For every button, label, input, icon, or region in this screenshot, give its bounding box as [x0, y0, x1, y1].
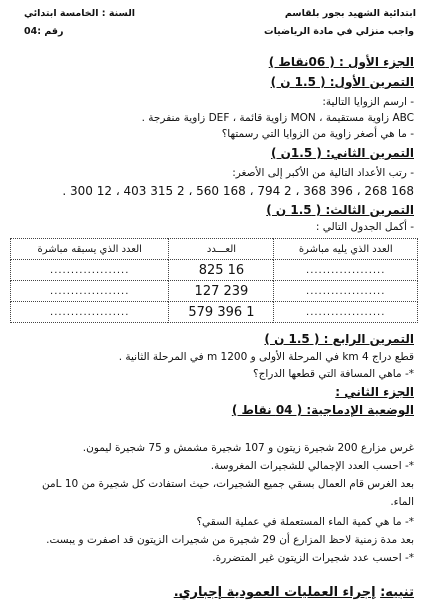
table-header: العـــدد	[169, 239, 274, 260]
table-cell-previous: ...................	[11, 260, 169, 281]
situation-line-4: الماء.	[390, 496, 414, 508]
ex3-line: - أكمل الجدول التالي :	[315, 221, 414, 233]
ex1-line-2: ABC زاوية مستقيمة ، MON زاوية قائمة ، DEF زاوية منفرجة .	[141, 112, 414, 124]
table-row	[11, 302, 418, 323]
table-row	[11, 260, 418, 281]
table-cell-previous: ...................	[11, 302, 169, 323]
table-cell-previous: ...................	[11, 281, 169, 302]
table-cell-number: 1 396 579	[169, 302, 274, 323]
table-header: العدد الذي يسبقه مباشرة	[11, 239, 169, 260]
note-text: إجراء العمليات العمودية إجباري.	[173, 585, 376, 600]
part1-title: الجزء الأول : ( 06نقاط )	[268, 55, 414, 69]
ex4-line-2: *- ماهي المسافة التي قطعها الدراج؟	[253, 368, 414, 380]
school-name: ابتدائية الشهيد بجور بلقاسم	[284, 8, 416, 19]
numbers-table	[10, 238, 418, 323]
table-header: العدد الذي يليه مباشرة	[274, 239, 418, 260]
situation-line-7: *- احسب عدد شجيرات الزيتون غير المتضررة.	[212, 552, 414, 564]
homework-number: رقم :04	[24, 26, 64, 37]
note	[174, 585, 414, 600]
ex4-line-1: قطع دراج 4 km في المرحلة الأولى و 1200 m في المرحلة الثانية .	[118, 351, 414, 363]
ex2-numbers: 168 268 ، 396 368 ، 2 794 ، 168 560 ، 2 315 403 ، 12 300 .	[62, 184, 414, 198]
note-label: تنبيه:	[380, 585, 414, 600]
ex1-line-3: - ما هي أصغر زاوية من الزوايا التي رسمتها؟	[221, 128, 414, 140]
table-cell-next: ...................	[274, 260, 418, 281]
situation-line-5: *- ما هي كمية الماء المستعملة في عملية السقي؟	[196, 516, 414, 528]
situation-line-6: بعد مدة زمنية لاحظ المزارع أن 29 شجيرة من شجيرات الزيتون قد اصفرت و يبست.	[46, 534, 414, 546]
situation-line-1: غرس مزارع 200 شجيرة زيتون و 107 شجيرة مشمش و 75 شجيرة ليمون.	[82, 442, 414, 454]
ex1-title: التمرين الأول: ( 1.5 ن )	[270, 75, 414, 89]
ex2-line-1: - رتب الأعداد التالية من الأكبر إلى الأصغر:	[232, 167, 414, 179]
situation-line-2: *- احسب العدد الإجمالي للشجيرات المغروسة.	[210, 460, 414, 472]
ex1-line-1: - ارسم الزوايا التالية:	[322, 96, 414, 108]
grade-label: السنة : الخامسة ابتدائي	[24, 8, 136, 19]
ex4-title: التمرين الرابع : ( 1.5 ن )	[264, 332, 414, 346]
situation-title: الوضعية الإدماجية: ( 04 نقاط )	[231, 403, 414, 417]
situation-line-3: بعد الغرس قام العمال بسقي جميع الشجيرات، حيث استفادت كل شجيرة من L 10من	[42, 478, 414, 490]
table-cell-number: 16 825	[169, 260, 274, 281]
homework-subject: واجب منزلي في مادة الرياضيات	[264, 26, 414, 37]
table-row	[11, 281, 418, 302]
ex2-title: التمرين الثاني: ( 1.5ن )	[271, 146, 414, 160]
part2-title: الجزء الثاني :	[335, 385, 414, 399]
table-cell-next: ...................	[274, 302, 418, 323]
table-cell-next: ...................	[274, 281, 418, 302]
table-header-row	[11, 239, 418, 260]
ex3-title: التمرين الثالث: ( 1.5 ن )	[266, 203, 414, 217]
table-cell-number: 239 127	[169, 281, 274, 302]
